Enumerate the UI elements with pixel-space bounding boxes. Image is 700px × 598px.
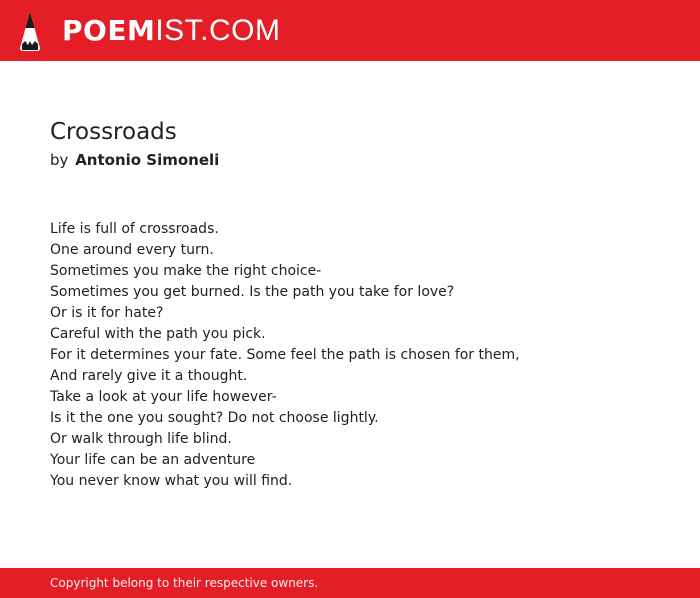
- author-name[interactable]: Antonio Simoneli: [75, 151, 220, 169]
- by-label: by: [50, 151, 69, 169]
- poem-title: Crossroads: [50, 119, 177, 145]
- poem-line: Life is full of crossroads.: [50, 221, 219, 237]
- brand-name-bold: POEM: [62, 13, 156, 47]
- poem-line: You never know what you will find.: [50, 473, 293, 489]
- poem-line: Careful with the path you pick.: [50, 326, 266, 342]
- poem-line: Sometimes you make the right choice-: [50, 263, 322, 279]
- poem-line: For it determines your fate. Some feel the path is chosen for them,: [50, 347, 520, 363]
- poem-line: One around every turn.: [50, 242, 214, 258]
- byline: [50, 150, 670, 170]
- pencil-tip-icon[interactable]: [18, 10, 42, 52]
- poem-line: Or walk through life blind.: [50, 431, 232, 447]
- poem-line: And rarely give it a thought.: [50, 368, 248, 384]
- site-header: [0, 0, 700, 61]
- poem-line: Your life can be an adventure: [50, 452, 256, 468]
- copyright-notice: Copyright belong to their respective owners.: [50, 576, 319, 590]
- brand-name-light: IST.COM: [155, 13, 281, 47]
- poem-heading: [50, 117, 670, 170]
- poem-line: Is it the one you sought? Do not choose lightly.: [50, 410, 379, 426]
- site-logo-link[interactable]: [62, 13, 281, 47]
- poem-line: Sometimes you get burned. Is the path you take for love?: [50, 284, 455, 300]
- poem-line: Take a look at your life however-: [50, 389, 277, 405]
- site-footer: [0, 568, 700, 598]
- poem-body: [50, 219, 670, 492]
- poem-line: Or is it for hate?: [50, 305, 164, 321]
